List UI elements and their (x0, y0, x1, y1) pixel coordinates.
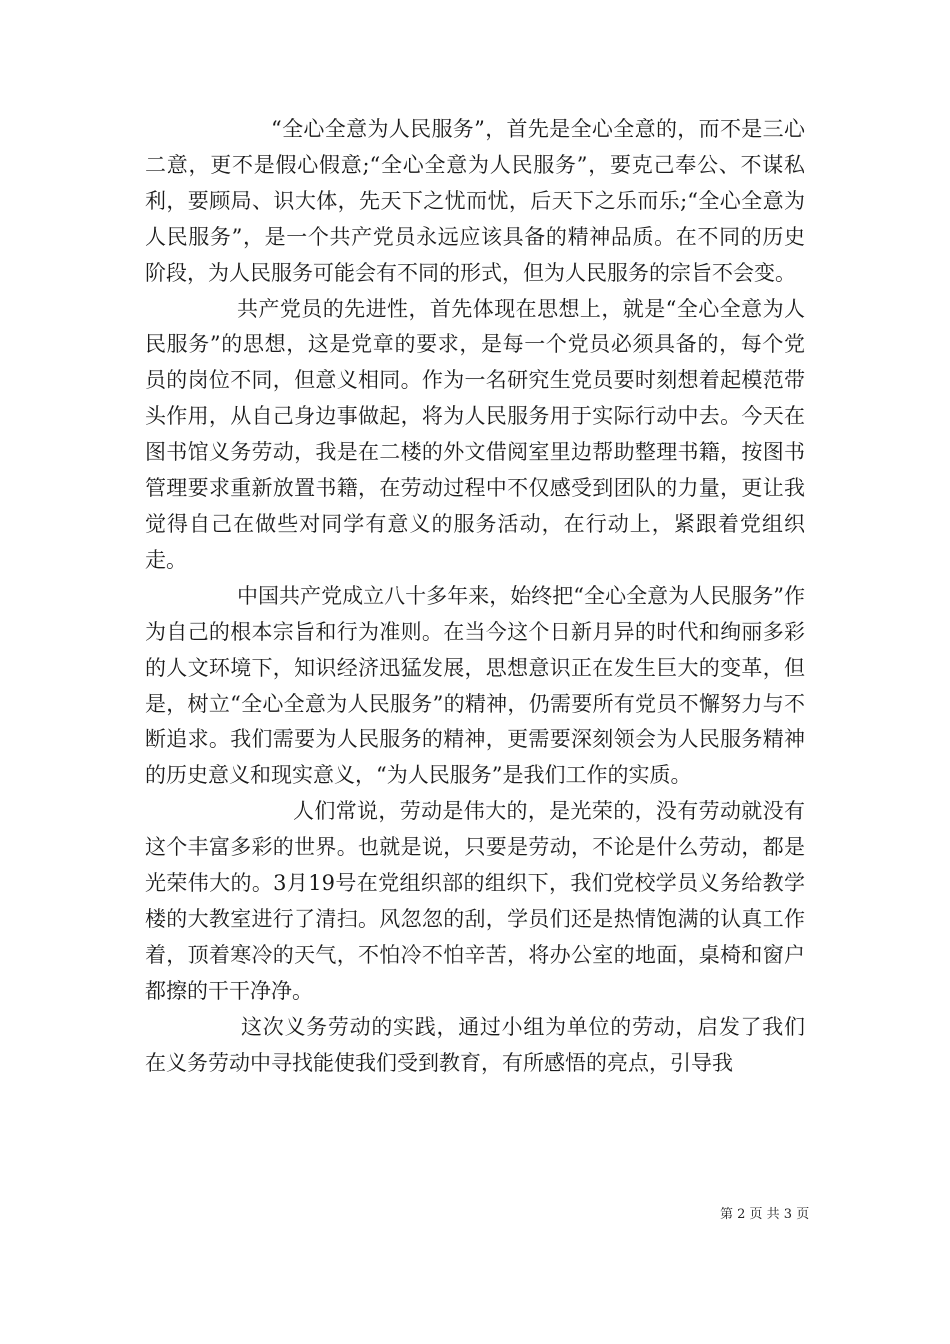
paragraph-1: “全心全意为人民服务”，首先是全心全意的，而不是三心二意，更不是假心假意;“全心全意为人民服务”，要克己奉公、不谋私利，要顾局、识大体，先天下之忧而忧，后天下之乐而乐;“全心全意为人民服务”，是一个共产党员永远应该具备的精神品质。在不同的历史阶段，为人民服务可能会有不同的形式，但为人民服务的宗旨不会变。 (145, 117, 805, 285)
paragraph-2: 共产党员的先进性，首先体现在思想上，就是“全心全意为人民服务”的思想，这是党章的要求，是每一个党员必须具备的，每个党员的岗位不同，但意义相同。作为一名研究生党员要时刻想着起模范带头作用，从自己身边事做起，将为人民服务用于实际行动中去。今天在图书馆义务劳动，我是在二楼的外文借阅室里边帮助整理书籍，按图书管理要求重新放置书籍，在劳动过程中不仅感受到团队的力量，更让我觉得自己在做些对同学有意义的服务活动，在行动上，紧跟着党组织走。 (145, 296, 805, 572)
paragraph-4: 人们常说，劳动是伟大的，是光荣的，没有劳动就没有这个丰富多彩的世界。也就是说，只要是劳动，不论是什么劳动，都是光荣伟大的。3月19号在党组织部的组织下，我们党校学员义务给教学楼的大教室进行了清扫。风忽忽的刮，学员们还是热情饱满的认真工作着，顶着寒冷的天气，不怕冷不怕辛苦，将办公室的地面，桌椅和窗户都擦的干干净净。 (145, 799, 805, 1003)
document-body (145, 112, 805, 1081)
page-number-footer: 第 2 页 共 3 页 (720, 1207, 810, 1222)
paragraph-5: 这次义务劳动的实践，通过小组为单位的劳动，启发了我们在义务劳动中寻找能使我们受到教育，有所感悟的亮点，引导我 (145, 1014, 805, 1075)
paragraph-3: 中国共产党成立八十多年来，始终把“全心全意为人民服务”作为自己的根本宗旨和行为准则。在当今这个日新月异的时代和绚丽多彩的人文环境下，知识经济迅猛发展，思想意识正在发生巨大的变革，但是，树立“全心全意为人民服务”的精神，仍需要所有党员不懈努力与不断追求。我们需要为人民服务的精神，更需要深刻领会为人民服务精神的历史意义和现实意义，“为人民服务”是我们工作的实质。 (145, 583, 805, 788)
